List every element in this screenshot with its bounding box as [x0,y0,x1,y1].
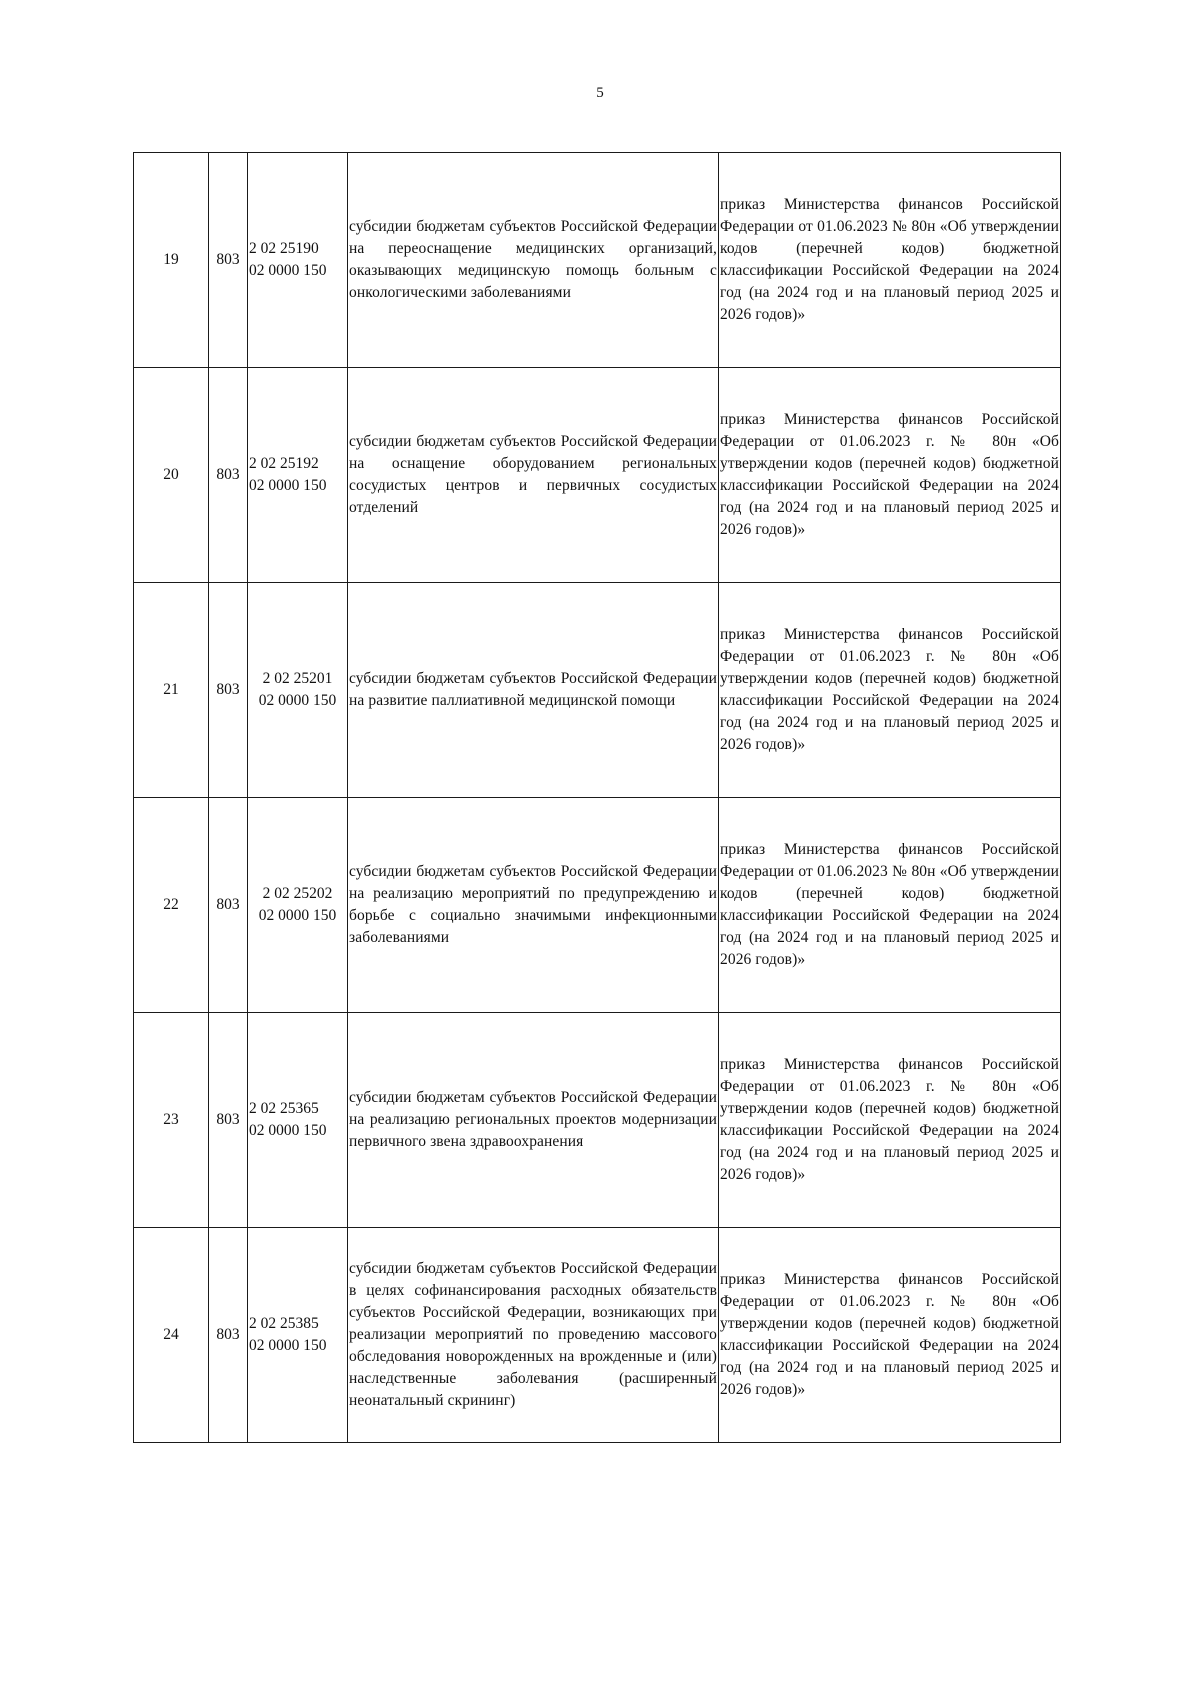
admin-code: 803 [209,798,248,1013]
income-name: субсидии бюджетам субъектов Российской Федерации на оснащение оборудованием региональных сосудистых центров и первичных сосудистых отделений [348,368,719,583]
legal-basis: приказ Министерства финансов Российской Федерации от 01.06.2023 г. № 80н «Об утверждении кодов (перечней кодов) бюджетной классификации Российской Федерации на 2024 год (на 2024 год и на плановый период 2025 и 2026 годов)» [719,1013,1061,1228]
row-number: 20 [134,368,209,583]
row-number: 24 [134,1228,209,1443]
kbk-code-line1: 2 02 25192 [249,455,319,472]
kbk-code-line2: 02 0000 150 [249,1122,327,1139]
kbk-code-line2: 02 0000 150 [249,1337,327,1354]
kbk-code-line2: 02 0000 150 [258,692,337,709]
kbk-code [248,1013,348,1228]
kbk-code [248,583,348,798]
kbk-code [248,368,348,583]
kbk-code-line1: 2 02 25385 [249,1315,319,1332]
budget-codes-table [133,152,1061,1443]
legal-basis: приказ Министерства финансов Российской Федерации от 01.06.2023 г. № 80н «Об утверждении кодов (перечней кодов) бюджетной классификации Российской Федерации на 2024 год (на 2024 год и на плановый период 2025 и 2026 годов)» [719,368,1061,583]
row-number: 23 [134,1013,209,1228]
kbk-code-line1: 2 02 25202 [262,885,333,902]
row-number: 22 [134,798,209,1013]
legal-basis: приказ Министерства финансов Российской Федерации от 01.06.2023 г. № 80н «Об утверждении кодов (перечней кодов) бюджетной классификации Российской Федерации на 2024 год (на 2024 год и на плановый период 2025 и 2026 годов)» [719,583,1061,798]
row-number: 21 [134,583,209,798]
admin-code: 803 [209,153,248,368]
kbk-code [248,1228,348,1443]
page-number: 5 [596,85,604,101]
admin-code: 803 [209,1013,248,1228]
legal-basis: приказ Министерства финансов Российской Федерации от 01.06.2023 г. № 80н «Об утверждении кодов (перечней кодов) бюджетной классификации Российской Федерации на 2024 год (на 2024 год и на плановый период 2025 и 2026 годов)» [719,1228,1061,1443]
admin-code: 803 [209,368,248,583]
income-name: субсидии бюджетам субъектов Российской Федерации на реализацию мероприятий по предупреждению и борьбе с социально значимыми инфекционными заболеваниями [348,798,719,1013]
kbk-code-line2: 02 0000 150 [249,477,327,494]
legal-basis: приказ Министерства финансов Российской Федерации от 01.06.2023 № 80н «Об утверждении кодов (перечней кодов) бюджетной классификации Российской Федерации на 2024 год (на 2024 год и на плановый период 2025 и 2026 годов)» [719,798,1061,1013]
income-name: субсидии бюджетам субъектов Российской Федерации на реализацию региональных проектов модернизации первичного звена здравоохранения [348,1013,719,1228]
kbk-code [248,798,348,1013]
table-row [134,368,1061,583]
kbk-code-line2: 02 0000 150 [258,907,337,924]
income-name: субсидии бюджетам субъектов Российской Федерации на переоснащение медицинских организаций, оказывающих медицинскую помощь больным с онкологическими заболеваниями [348,153,719,368]
admin-code: 803 [209,1228,248,1443]
kbk-code-line1: 2 02 25201 [262,670,333,687]
table-row [134,153,1061,368]
kbk-code [248,153,348,368]
table-row [134,583,1061,798]
income-name: субсидии бюджетам субъектов Российской Федерации в целях софинансирования расходных обязательств субъектов Российской Федерации, возникающих при реализации мероприятий по проведению массового обследования новорожденных на врожденные и (или) наследственные заболевания (расширенный неонатальный скрининг) [348,1228,719,1443]
table-body [134,153,1061,1443]
row-number: 19 [134,153,209,368]
income-name: субсидии бюджетам субъектов Российской Федерации на развитие паллиативной медицинской помощи [348,583,719,798]
legal-basis: приказ Министерства финансов Российской Федерации от 01.06.2023 № 80н «Об утверждении кодов (перечней кодов) бюджетной классификации Российской Федерации на 2024 год (на 2024 год и на плановый период 2025 и 2026 годов)» [719,153,1061,368]
kbk-code-line1: 2 02 25365 [249,1100,319,1117]
table-row [134,798,1061,1013]
admin-code: 803 [209,583,248,798]
kbk-code-line2: 02 0000 150 [249,262,327,279]
table-row [134,1013,1061,1228]
kbk-code-line1: 2 02 25190 [249,240,319,257]
table-row [134,1228,1061,1443]
